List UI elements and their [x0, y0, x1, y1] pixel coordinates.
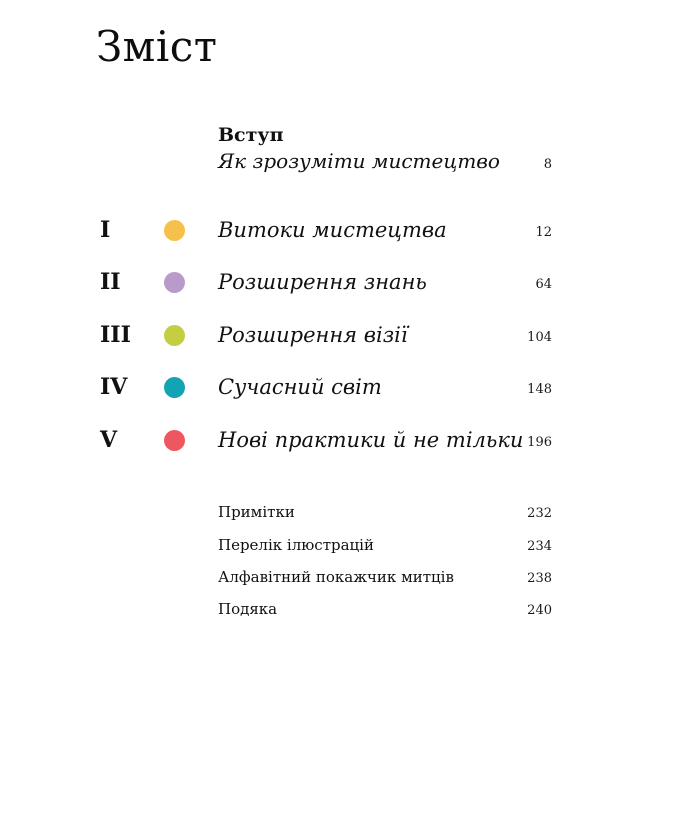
chapter-numeral: II	[100, 269, 121, 295]
toc-entry-chapter-4[interactable]	[100, 372, 552, 402]
chapter-numeral: IV	[100, 374, 128, 400]
chapter-page-number: 148	[527, 381, 552, 397]
toc-entry-chapter-1[interactable]	[100, 215, 552, 245]
chapter-page-number: 12	[535, 224, 552, 240]
toc-entry-chapter-5[interactable]	[100, 425, 552, 455]
chapter-title: Розширення візії	[218, 323, 408, 347]
backmatter-label: Алфавітний покажчик митців	[218, 568, 454, 586]
chapter-numeral: III	[100, 322, 131, 348]
backmatter-page-number: 240	[527, 603, 552, 618]
toc-entry-acknowledgements[interactable]	[218, 600, 552, 618]
intro-page-number: 8	[543, 157, 552, 172]
chapter-dot-coral-icon	[164, 430, 185, 451]
chapter-title: Нові практики й не тільки	[218, 428, 524, 452]
chapter-dot-chartreuse-icon	[164, 325, 185, 346]
chapter-page-number: 64	[535, 276, 552, 292]
chapter-numeral: V	[100, 427, 118, 453]
intro-label: Вступ	[218, 124, 284, 146]
chapter-numeral: I	[100, 217, 111, 243]
intro-subtitle: Як зрозуміти мистецтво	[218, 149, 500, 173]
chapter-title: Розширення знань	[218, 270, 427, 294]
chapter-title: Витоки мистецтва	[218, 218, 447, 242]
backmatter-page-number: 232	[527, 506, 552, 521]
page-title: Зміст	[96, 22, 218, 71]
toc-entry-chapter-2[interactable]	[100, 267, 552, 297]
chapter-page-number: 196	[527, 434, 552, 450]
chapter-dot-lilac-icon	[164, 272, 185, 293]
toc-entry-chapter-3[interactable]	[100, 320, 552, 350]
chapter-dot-amber-icon	[164, 220, 185, 241]
chapter-page-number: 104	[527, 329, 552, 345]
toc-entry-index[interactable]	[218, 568, 552, 586]
toc-entry-illustrations[interactable]	[218, 536, 552, 554]
backmatter-page-number: 234	[527, 539, 552, 554]
backmatter-label: Подяка	[218, 600, 278, 618]
toc-entry-notes[interactable]	[218, 503, 552, 521]
toc-entry-intro[interactable]	[218, 123, 552, 178]
chapter-dot-teal-icon	[164, 377, 185, 398]
backmatter-label: Перелік ілюстрацій	[218, 536, 374, 554]
chapter-title: Сучасний світ	[218, 375, 382, 399]
backmatter-page-number: 238	[527, 571, 552, 586]
backmatter-label: Примітки	[218, 503, 295, 521]
